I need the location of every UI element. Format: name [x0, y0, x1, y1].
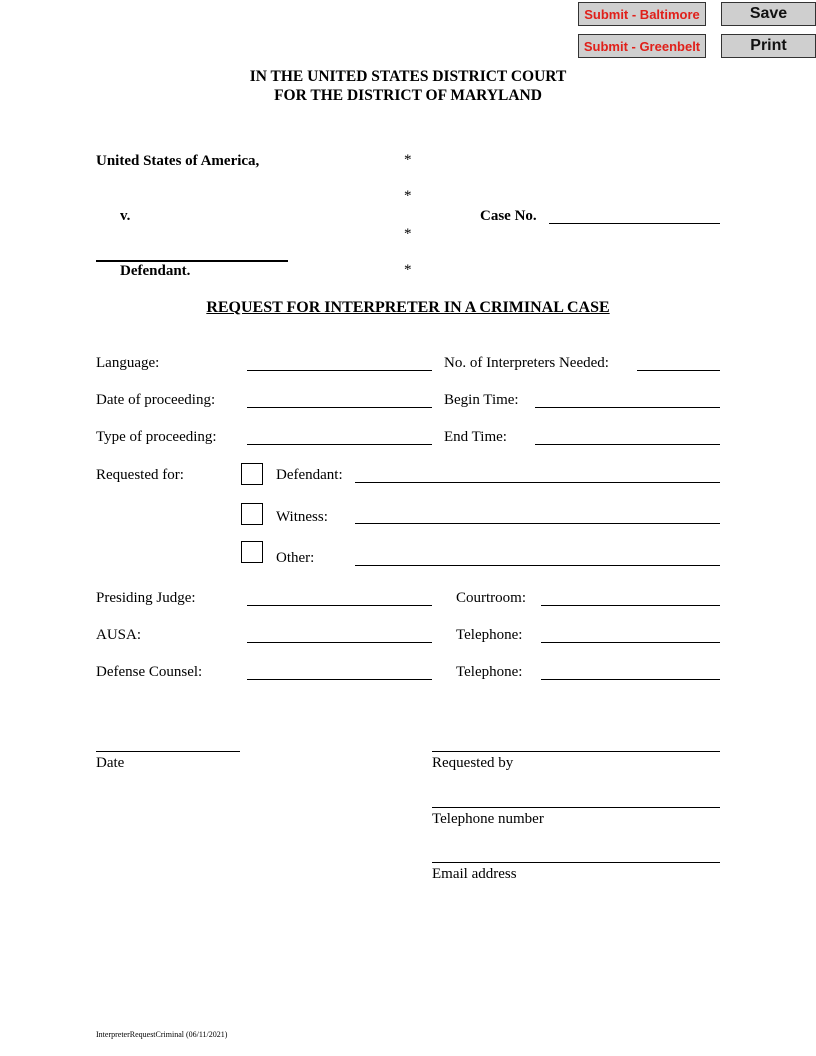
- caption-asterisk: *: [404, 262, 412, 278]
- courtroom-label: Courtroom:: [456, 590, 526, 606]
- telephone-number-field[interactable]: [432, 807, 720, 808]
- date-label: Date: [96, 755, 125, 771]
- language-label: Language:: [96, 355, 160, 371]
- email-address-label: Email address: [432, 866, 517, 882]
- other-checkbox[interactable]: [241, 541, 263, 563]
- defendant-checkbox[interactable]: [241, 463, 263, 485]
- date-of-proceeding-field[interactable]: [247, 407, 432, 408]
- case-no-field[interactable]: [549, 223, 720, 224]
- ausa-label: AUSA:: [96, 627, 142, 643]
- language-field[interactable]: [247, 370, 432, 371]
- defendant-caption-label: Defendant.: [120, 263, 191, 279]
- versus-label: v.: [120, 208, 131, 224]
- witness-field[interactable]: [355, 523, 720, 524]
- interpreters-needed-label: No. of Interpreters Needed:: [444, 355, 609, 371]
- date-field[interactable]: [96, 751, 240, 752]
- end-time-field[interactable]: [535, 444, 720, 445]
- submit-greenbelt-button[interactable]: Submit - Greenbelt: [578, 34, 706, 58]
- defendant-name-field[interactable]: [96, 260, 288, 262]
- save-button[interactable]: Save: [721, 2, 816, 26]
- ausa-field[interactable]: [247, 642, 432, 643]
- end-time-label: End Time:: [444, 429, 507, 445]
- district-name: FOR THE DISTRICT OF MARYLAND: [274, 87, 542, 104]
- form-footer: InterpreterRequestCriminal (06/11/2021): [96, 1030, 228, 1039]
- ausa-telephone-label: Telephone:: [456, 627, 523, 643]
- telephone-number-label: Telephone number: [432, 811, 544, 827]
- presiding-judge-field[interactable]: [247, 605, 432, 606]
- form-title-text: REQUEST FOR INTERPRETER IN A CRIMINAL CASE: [206, 299, 610, 316]
- caption-asterisk: *: [404, 152, 412, 168]
- print-button[interactable]: Print: [721, 34, 816, 58]
- form-title: [0, 299, 816, 317]
- ausa-telephone-field[interactable]: [541, 642, 720, 643]
- type-of-proceeding-label: Type of proceeding:: [96, 429, 217, 445]
- email-address-field[interactable]: [432, 862, 720, 863]
- plaintiff-name: United States of America,: [96, 153, 260, 169]
- type-of-proceeding-field[interactable]: [247, 444, 432, 445]
- other-field[interactable]: [355, 565, 720, 566]
- caption-asterisk: *: [404, 226, 412, 242]
- defense-telephone-label: Telephone:: [456, 664, 523, 680]
- court-name: IN THE UNITED STATES DISTRICT COURT: [249, 68, 567, 85]
- case-no-label: Case No.: [480, 208, 537, 224]
- courtroom-field[interactable]: [541, 605, 720, 606]
- defense-telephone-field[interactable]: [541, 679, 720, 680]
- witness-checkbox[interactable]: [241, 503, 263, 525]
- presiding-judge-label: Presiding Judge:: [96, 590, 196, 606]
- defense-counsel-field[interactable]: [247, 679, 432, 680]
- requested-for-label: Requested for:: [96, 467, 184, 483]
- begin-time-label: Begin Time:: [444, 392, 519, 408]
- defendant-field[interactable]: [355, 482, 720, 483]
- interpreters-needed-field[interactable]: [637, 370, 720, 371]
- caption-asterisk: *: [404, 188, 412, 204]
- defendant-label: Defendant:: [276, 467, 343, 483]
- witness-label: Witness:: [276, 509, 328, 525]
- submit-baltimore-button[interactable]: Submit - Baltimore: [578, 2, 706, 26]
- requested-by-field[interactable]: [432, 751, 720, 752]
- defense-counsel-label: Defense Counsel:: [96, 664, 203, 680]
- begin-time-field[interactable]: [535, 407, 720, 408]
- requested-by-label: Requested by: [432, 755, 514, 771]
- other-label: Other:: [276, 550, 315, 566]
- date-of-proceeding-label: Date of proceeding:: [96, 392, 216, 408]
